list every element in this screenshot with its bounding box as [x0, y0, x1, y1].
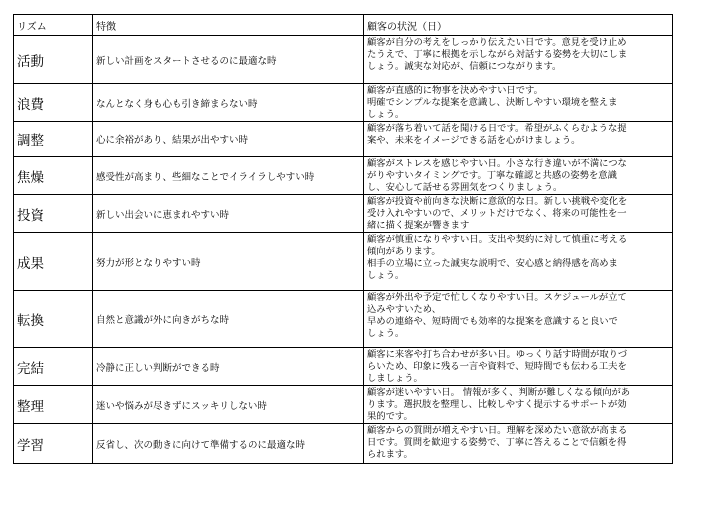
status-cell — [364, 84, 673, 122]
status-cell — [364, 195, 673, 233]
table-body — [14, 15, 673, 464]
status-line: らいため、印象に残る一言や資料で、短時間でも伝わる工夫を — [367, 361, 627, 372]
status-cell — [364, 233, 673, 291]
table-row — [14, 122, 673, 157]
header-feature: 特徴 — [93, 15, 364, 36]
feature-cell: 冷静に正しい判断ができる時 — [93, 348, 364, 386]
status-line: し、安心して話せる雰囲気をつくりましょう。 — [367, 182, 563, 193]
status-line: ります。選択肢を整理し、比較しやすく提示するサポートが効 — [367, 399, 627, 410]
feature-cell: 新しい出会いに恵まれやすい時 — [93, 195, 364, 233]
rhythm-cell: 転換 — [14, 291, 93, 348]
status-line: がりやすいタイミングです。丁寧な確認と共感の姿勢を意識 — [367, 170, 617, 181]
status-line: 果的です。 — [367, 411, 413, 422]
rhythm-cell: 学習 — [14, 424, 93, 464]
table-row — [14, 424, 673, 464]
feature-cell: 努力が形となりやすい時 — [93, 233, 364, 291]
table-header-row — [14, 15, 673, 36]
status-line: 顧客が落ち着いて話を聞ける日です。希望がふくらむような提 — [367, 123, 627, 134]
rhythm-cell: 成果 — [14, 233, 93, 291]
status-line: 明確でシンプルな提案を意識し、決断しやすい環境を整えま — [367, 97, 618, 108]
status-cell — [364, 424, 673, 464]
status-line: しょう。 — [367, 328, 405, 339]
status-line: しょう。 — [367, 109, 405, 120]
table-row — [14, 36, 673, 84]
status-line: 案や、未来をイメージできる話を心がけましょう。 — [367, 135, 581, 146]
rhythm-cell: 活動 — [14, 36, 93, 84]
rhythm-cell: 投資 — [14, 195, 93, 233]
status-line: 顧客が投資や前向きな決断に意欲的な日。新しい挑戦や変化を — [367, 196, 628, 207]
status-line: 受け入れやすいので、メリットだけでなく、将来の可能性を一 — [367, 208, 627, 219]
table-row — [14, 233, 673, 291]
table-row — [14, 157, 673, 195]
status-cell — [364, 386, 673, 424]
feature-cell: 新しい計画をスタートさせるのに最適な時 — [93, 36, 364, 84]
feature-cell: 反省し、次の動きに向けて準備するのに最適な時 — [93, 424, 364, 464]
header-rhythm: リズム — [14, 15, 93, 36]
status-cell — [364, 291, 673, 348]
table-row — [14, 195, 673, 233]
feature-cell: 心に余裕があり、結果が出やすい時 — [93, 122, 364, 157]
status-line: 日です。質問を歓迎する姿勢で、丁寧に答えることで信頼を得 — [367, 437, 627, 448]
status-cell — [364, 36, 673, 84]
status-cell — [364, 157, 673, 195]
status-line: 顧客が慎重になりやすい日。支出や契約に対して慎重に考える — [367, 234, 628, 245]
status-line: 込みやすいため、 — [367, 304, 442, 315]
status-line: 顧客が直感的に物事を決めやすい日です。 — [367, 85, 543, 96]
rhythm-cell: 浪費 — [14, 84, 93, 122]
table-row — [14, 84, 673, 122]
header-status: 顧客の状況（日） — [364, 15, 673, 36]
status-line: 傾向があります。 — [367, 246, 441, 257]
status-cell — [364, 348, 673, 386]
status-line: 顧客からの質問が増えやすい日。理解を深めたい意欲が高まる — [367, 425, 628, 436]
status-line: しましょう。 — [367, 373, 423, 384]
status-line: 顧客が外出や予定で忙しくなりやすい日。スケジュールが立て — [367, 292, 627, 303]
rhythm-cell: 焦燥 — [14, 157, 93, 195]
feature-cell: 自然と意識が外に向きがちな時 — [93, 291, 364, 348]
status-line: しょう。誠実な対応が、信頼につながります。 — [367, 61, 562, 72]
status-line: られます。 — [367, 449, 413, 460]
table-row — [14, 291, 673, 348]
status-line: しょう。 — [367, 270, 405, 281]
feature-cell: なんとなく身も心も引き締まらない時 — [93, 84, 364, 122]
status-line: 顧客がストレスを感じやすい日。小さな行き違いが不満につな — [367, 158, 627, 169]
status-line: 顧客に来客や打ち合わせが多い日。ゆっくり話す時間が取りづ — [367, 349, 628, 360]
status-line: 早めの連絡や、短時間でも効率的な提案を意識すると良いで — [367, 316, 618, 327]
feature-cell: 迷いや悩みが尽きずにスッキリしない時 — [93, 386, 364, 424]
rhythm-cell: 調整 — [14, 122, 93, 157]
status-line: 緒に描く提案が響きます — [367, 220, 470, 231]
table-row — [14, 386, 673, 424]
table-row — [14, 348, 673, 386]
rhythm-cell: 整理 — [14, 386, 93, 424]
status-cell — [364, 122, 673, 157]
status-line: 顧客が迷いやすい日。 情報が多く、判断が難しくなる傾向があ — [367, 387, 631, 398]
status-line: 相手の立場に立った誠実な説明で、安心感と納得感を高めま — [367, 258, 618, 269]
rhythm-table — [13, 14, 673, 464]
rhythm-cell: 完結 — [14, 348, 93, 386]
feature-cell: 感受性が高まり、些細なことでイライラしやすい時 — [93, 157, 364, 195]
status-line: たうえで、丁寧に根拠を示しながら対話する姿勢を大切にしま — [367, 49, 628, 60]
status-line: 顧客が自分の考えをしっかり伝えたい日です。意見を受け止め — [367, 37, 627, 48]
